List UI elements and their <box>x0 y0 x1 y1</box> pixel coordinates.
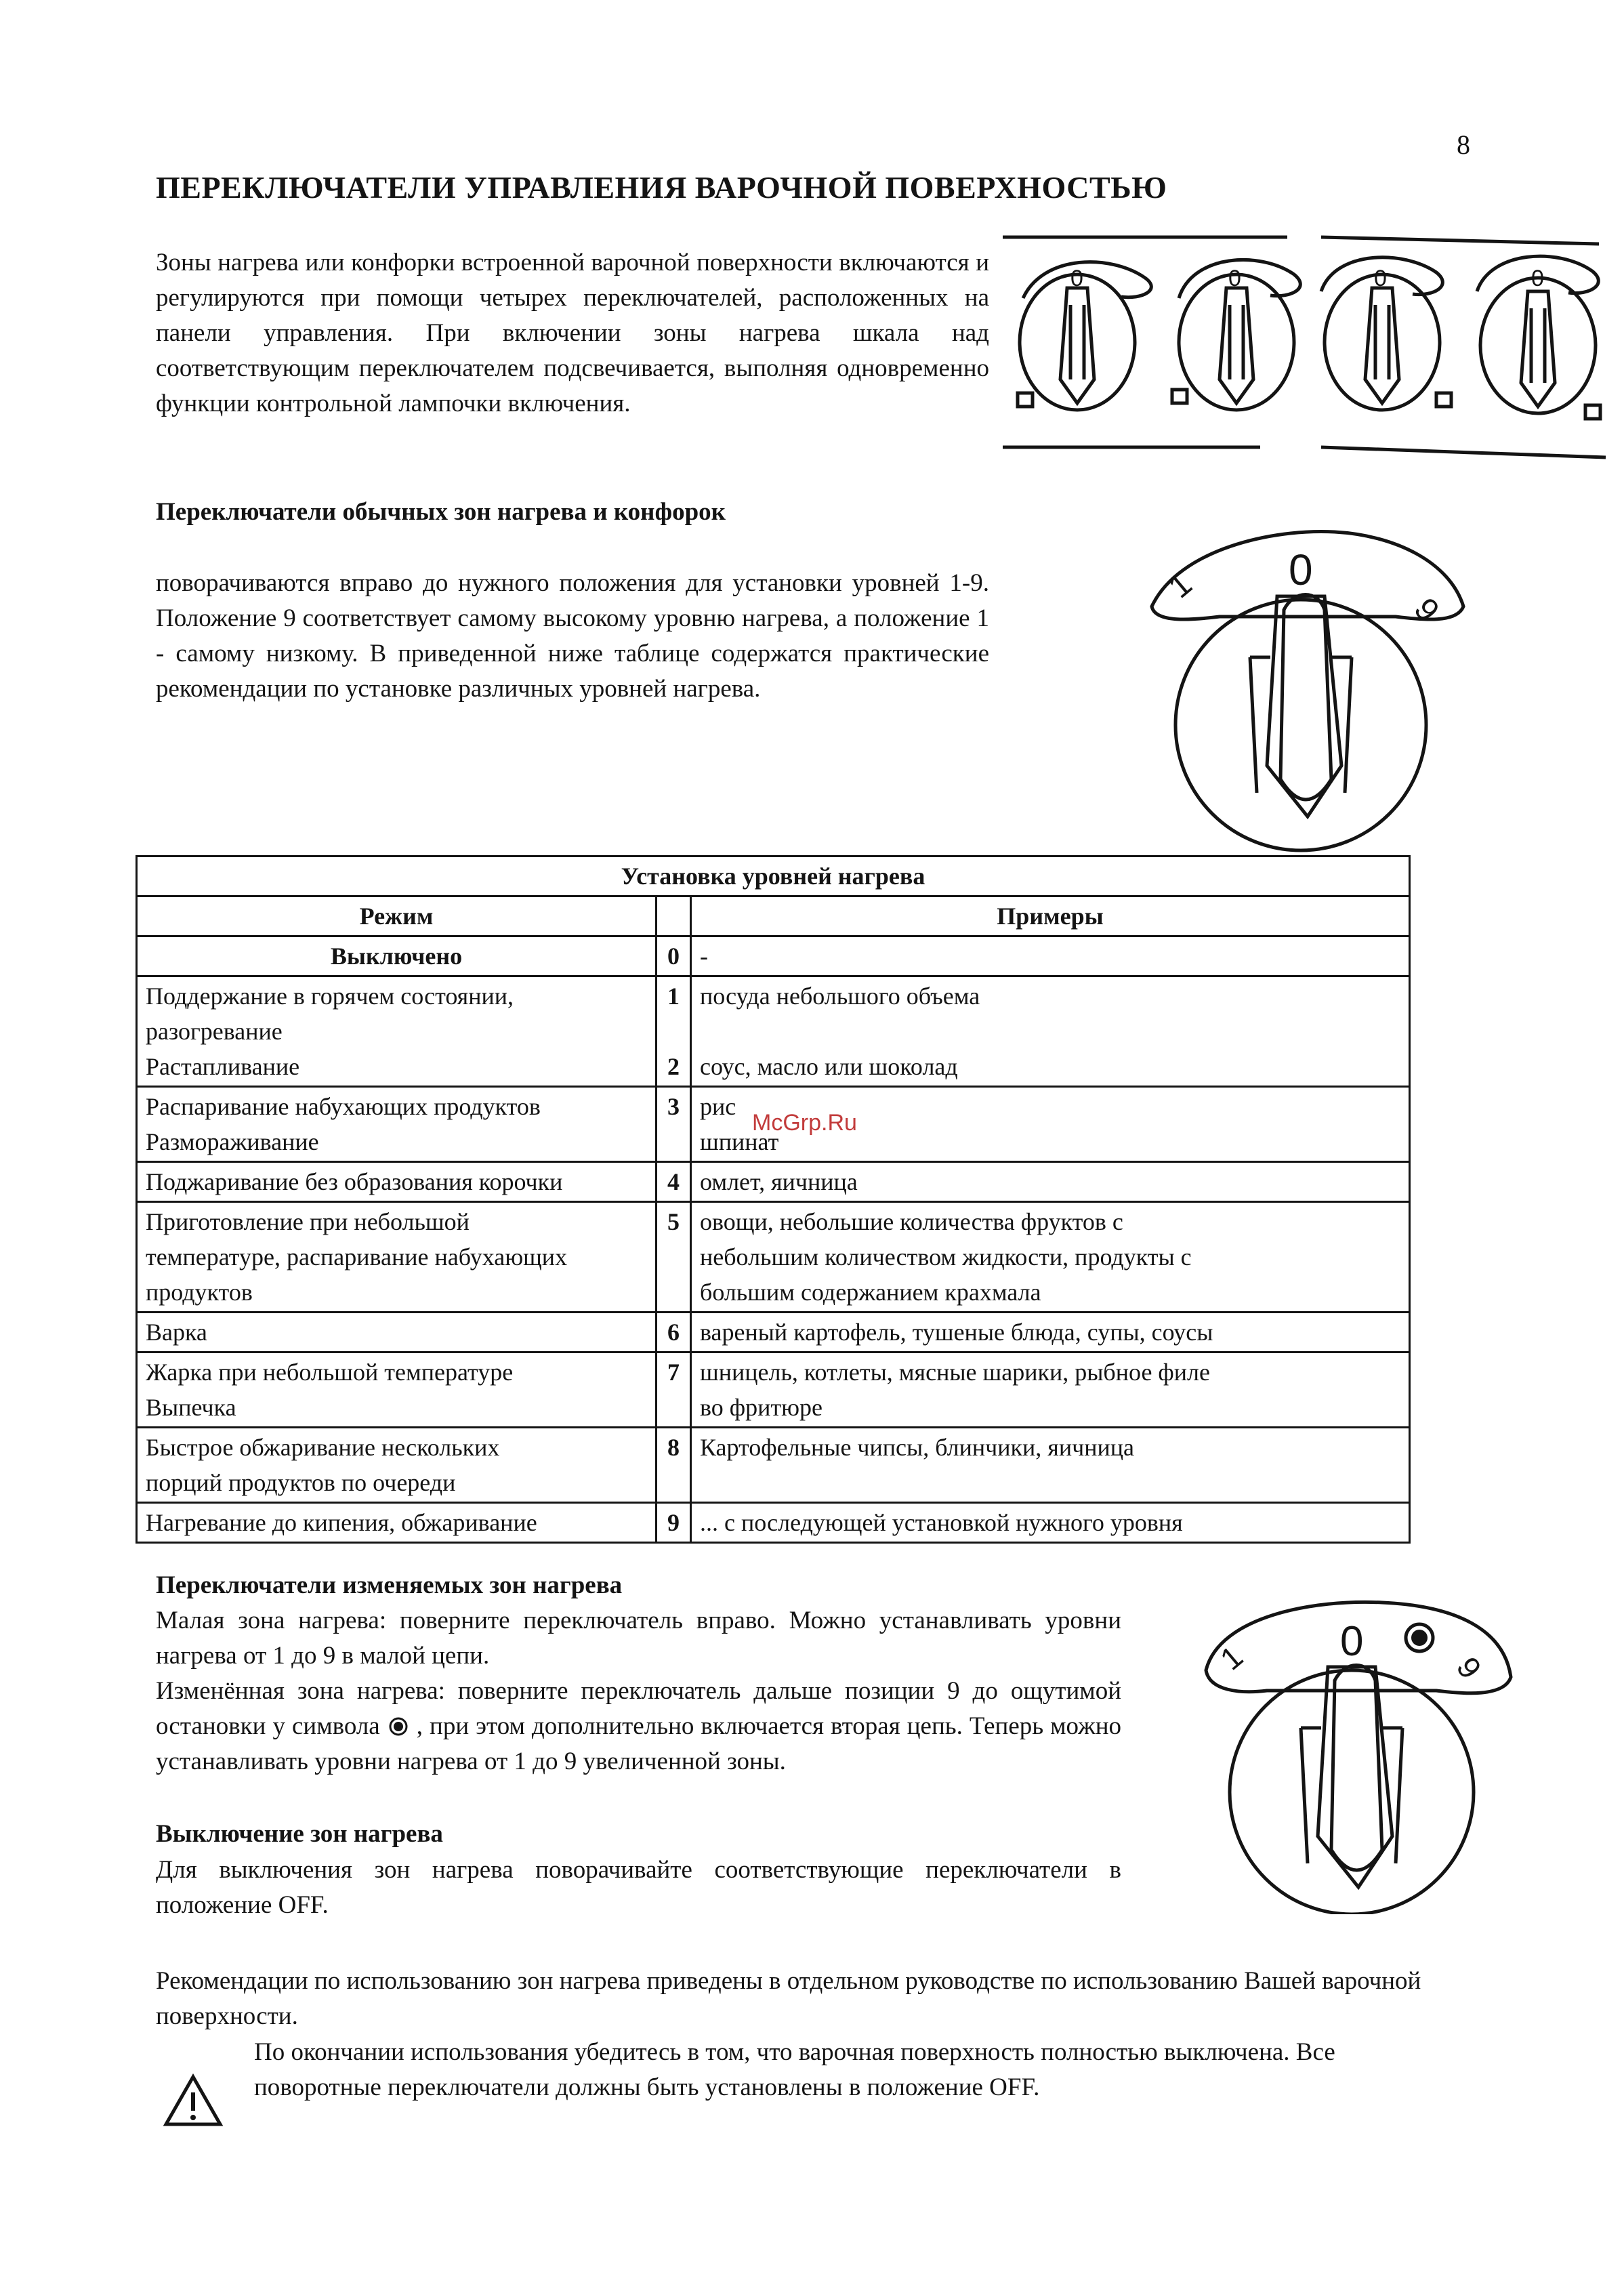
level-cell <box>657 1313 691 1352</box>
mode-text: Поддержание в горячем состоянии, <box>146 983 514 1010</box>
knob-1 <box>1018 262 1151 410</box>
examples-text: небольшим количеством жидкости, продукты с <box>700 1243 1192 1271</box>
large-zone-text-before: Изменённая зона нагрева: поверните переключатель дальше позиции 9 до ощутимой остановки у символа <box>156 1677 1121 1740</box>
table-row <box>137 1313 1410 1352</box>
level-cell <box>657 1428 691 1503</box>
section-variable-heading: Переключатели изменяемых зон нагрева <box>156 1571 623 1599</box>
level-cell <box>657 1202 691 1313</box>
table-row <box>137 1428 1410 1503</box>
mode-text: Приготовление при небольшой <box>146 1208 470 1235</box>
examples-text: шницель, котлеты, мясные шарики, рыбное филе <box>700 1359 1210 1386</box>
level-text: 1 <box>667 983 680 1010</box>
table-caption-row <box>137 856 1410 896</box>
standard-knob-zero-label: 0 <box>1289 545 1313 594</box>
knob-4-zero-label: 0 <box>1531 266 1544 291</box>
examples-text: рис <box>700 1093 736 1120</box>
page-title: ПЕРЕКЛЮЧАТЕЛИ УПРАВЛЕНИЯ ВАРОЧНОЙ ПОВЕРХНОСТЬЮ <box>156 170 1167 205</box>
examples-text: соус, масло или шоколад <box>700 1053 958 1080</box>
recommendation-text: Рекомендации по использованию зон нагрева приведены в отдельном руководстве по использованию Вашей варочной поверхности. <box>156 1967 1421 2030</box>
mode-cell <box>137 1162 657 1202</box>
level-cell <box>657 1352 691 1428</box>
table-row <box>137 1162 1410 1202</box>
section-standard-text: поворачиваются вправо до нужного положения для установки уровней 1-9. Положение 9 соответствует самому высокому уровню нагрева, а положение 1 - самому низкому. В приведенной ниже таблице содержатся практические рекомендации по установке различных уровней нагрева. <box>156 569 989 703</box>
level-text: 9 <box>667 1509 680 1536</box>
examples-text: ... с последующей установкой нужного уровня <box>700 1509 1183 1536</box>
mode-text: Распаривание набухающих продуктов <box>146 1093 541 1120</box>
examples-cell <box>691 1162 1410 1202</box>
watermark: McGrp.Ru <box>752 1110 857 1136</box>
mode-cell <box>137 1087 657 1162</box>
table-row <box>137 1503 1410 1543</box>
mode-cell <box>137 1313 657 1352</box>
examples-cell <box>691 1503 1410 1543</box>
intro-paragraph: Зоны нагрева или конфорки встроенной варочной поверхности включаются и регулируются при помощи четырех переключателей, расположенных на панели управления. При включении зоны нагрева шкала над соответствующим переключателем подсвечивается, выполняя одновременно функции контрольной лампочки включения. <box>156 249 989 417</box>
level-text: 7 <box>667 1359 680 1386</box>
variable-knob-nine-label: 9 <box>1449 1650 1489 1685</box>
table-row <box>137 976 1410 1087</box>
mode-text: продуктов <box>146 1279 253 1306</box>
table-row <box>137 1352 1410 1428</box>
mode-text: Варка <box>146 1319 207 1346</box>
level-text: 2 <box>667 1053 680 1080</box>
mode-cell <box>137 936 657 976</box>
level-text: 0 <box>667 943 680 970</box>
examples-cell <box>691 1313 1410 1352</box>
examples-cell <box>691 1352 1410 1428</box>
standard-knob-figure <box>1138 522 1477 861</box>
final-warning-text: По окончании использования убедитесь в том, что варочная поверхность полностью выключена. Все поворотные переключатели должны быть установлены в положение OFF. <box>254 2038 1335 2101</box>
examples-text: омлет, яичница <box>700 1168 858 1195</box>
mode-text: температуре, распаривание набухающих <box>146 1243 568 1271</box>
level-cell <box>657 936 691 976</box>
four-knobs-figure <box>1003 224 1612 468</box>
level-text: 3 <box>667 1093 680 1120</box>
mode-text: порций продуктов по очереди <box>146 1469 456 1496</box>
mode-text: Размораживание <box>146 1128 319 1155</box>
examples-text: посуда небольшого объема <box>700 983 980 1010</box>
col-examples-header: Примеры <box>691 896 1410 936</box>
variable-knob-zero-label: 0 <box>1340 1618 1364 1665</box>
table-row <box>137 936 1410 976</box>
knob-1-zero-label: 0 <box>1070 266 1083 291</box>
variable-zone-knob-figure <box>1192 1596 1518 1914</box>
section-standard-heading: Переключатели обычных зон нагрева и конфорок <box>156 498 726 526</box>
level-text: 8 <box>667 1434 680 1461</box>
examples-cell <box>691 1428 1410 1503</box>
mode-text: Поджаривание без образования корочки <box>146 1168 563 1195</box>
mode-cell <box>137 1428 657 1503</box>
heating-levels-table <box>136 855 1411 1544</box>
mode-text: разогревание <box>146 1018 283 1045</box>
mode-text: Быстрое обжаривание нескольких <box>146 1434 500 1461</box>
mode-cell <box>137 1503 657 1543</box>
examples-cell <box>691 936 1410 976</box>
section-off-heading: Выключение зон нагрева <box>156 1820 443 1848</box>
dual-zone-dot-icon <box>1411 1630 1428 1646</box>
mode-text: Выпечка <box>146 1394 236 1421</box>
level-cell <box>657 1087 691 1162</box>
examples-text: шпинат <box>700 1128 779 1155</box>
table-header-row <box>137 896 1410 936</box>
standard-knob-nine-label: 9 <box>1407 592 1446 629</box>
examples-cell <box>691 1202 1410 1313</box>
col-num-header <box>657 896 691 936</box>
dual-zone-symbol-icon <box>387 1716 410 1737</box>
standard-knob-one-label: 1 <box>1162 566 1199 606</box>
knob-2-zero-label: 0 <box>1228 266 1241 291</box>
variable-knob-one-label: 1 <box>1213 1638 1250 1677</box>
level-cell <box>657 976 691 1087</box>
small-zone-text: Малая зона нагрева: поверните переключатель вправо. Можно устанавливать уровни нагрева от 1 до 9 в малой цепи. <box>156 1607 1121 1670</box>
level-text: 6 <box>667 1319 680 1346</box>
table-row <box>137 1202 1410 1313</box>
section-off-text: Для выключения зон нагрева поворачивайте соответствующие переключатели в положение OFF. <box>156 1856 1121 1919</box>
mode-cell <box>137 1202 657 1313</box>
mode-cell <box>137 1352 657 1428</box>
level-text: 4 <box>667 1168 680 1195</box>
examples-text: во фритюре <box>700 1394 823 1421</box>
examples-text: Картофельные чипсы, блинчики, яичница <box>700 1434 1134 1461</box>
warning-icon <box>163 2073 224 2128</box>
level-cell <box>657 1162 691 1202</box>
examples-text: вареный картофель, тушеные блюда, супы, соусы <box>700 1319 1213 1346</box>
level-text: 5 <box>667 1208 680 1235</box>
mode-text: Нагревание до кипения, обжаривание <box>146 1509 537 1536</box>
knob-3-zero-label: 0 <box>1374 266 1387 291</box>
page-number: 8 <box>1457 129 1470 160</box>
col-mode-header: Режим <box>137 896 657 936</box>
examples-text: овощи, небольшие количества фруктов с <box>700 1208 1123 1235</box>
mode-text: Растапливание <box>146 1053 300 1080</box>
examples-text: большим содержанием крахмала <box>700 1279 1041 1306</box>
large-zone-text-after: , при этом дополнительно включается вторая цепь. Теперь можно устанавливать уровни нагрева от 1 до 9 увеличенной зоны. <box>156 1712 1121 1775</box>
examples-text: - <box>700 943 708 970</box>
section-variable-text <box>156 1603 1121 1779</box>
table-caption: Установка уровней нагрева <box>137 856 1410 896</box>
level-cell <box>657 1503 691 1543</box>
mode-text: Выключено <box>330 943 463 970</box>
examples-cell <box>691 976 1410 1087</box>
mode-text: Жарка при небольшой температуре <box>146 1359 514 1386</box>
mode-cell <box>137 976 657 1087</box>
